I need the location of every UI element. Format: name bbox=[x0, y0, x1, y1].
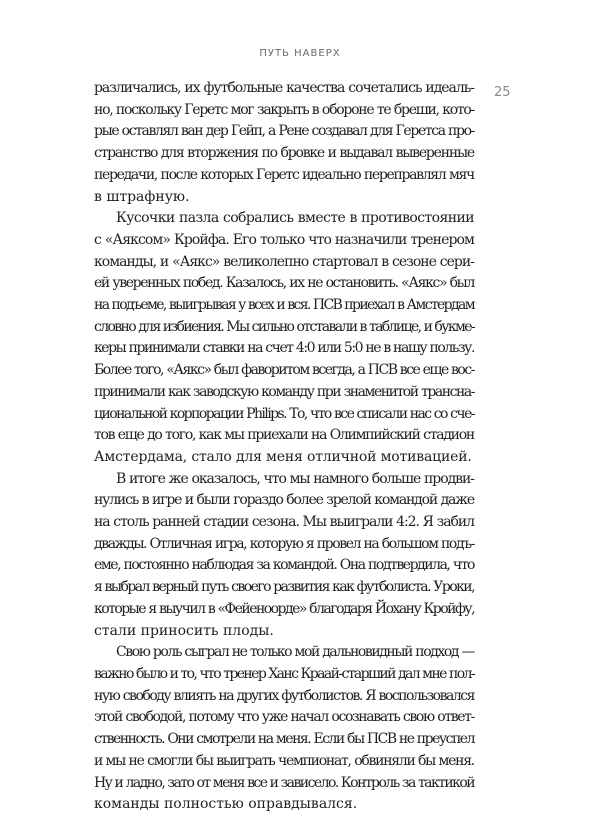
paragraph-1 bbox=[94, 78, 474, 208]
text-line: еме, постоянно наблюдая за командой. Она подтвердила, что bbox=[94, 557, 474, 574]
text-line: этой свободой, потому что уже начал осознавать свою ответ- bbox=[94, 709, 474, 726]
text-line: В итоге же оказалось, что мы намного больше продви- bbox=[116, 470, 474, 487]
text-line: передачи, после которых Геретс идеально переправлял мяч bbox=[94, 166, 474, 183]
text-line: на подъеме, выигрывая у всех и вся. ПСВ приехал в Амстердам bbox=[94, 297, 474, 314]
text-line: ную свободу влиять на других футболистов. Я воспользовался bbox=[94, 687, 474, 704]
text-line: которые я выучил в «Фейеноорде» благодаря Йохану Кройфу, bbox=[94, 600, 474, 617]
text-line: Амстердама, стало для меня отличной мотивацией. bbox=[94, 448, 472, 465]
text-line: Свою роль сыграл не только мой дальновидный подход — bbox=[116, 644, 474, 661]
text-line: нулись в игре и были гораздо более зрелой командой даже bbox=[94, 492, 474, 509]
body-text bbox=[94, 78, 474, 816]
text-line: команды, и «Аякс» великолепно стартовал в сезоне сери- bbox=[94, 253, 474, 270]
text-line: циональной корпорации Philips. То, что все списали нас со сче- bbox=[94, 405, 474, 422]
text-line: важно было и то, что тренер Ханс Краай-старший дал мне пол- bbox=[94, 665, 474, 682]
text-line: в штрафную. bbox=[94, 188, 190, 205]
text-line: я выбрал верный путь своего развития как футболиста. Уроки, bbox=[94, 579, 474, 596]
running-head: ПУТЬ НАВЕРХ bbox=[259, 48, 341, 59]
text-line: рые оставлял ван дер Гейп, а Рене создавал для Геретса про- bbox=[94, 123, 474, 140]
text-line: команды полностью оправдывался. bbox=[94, 796, 358, 813]
text-line: Более того, «Аякс» был фаворитом всегда, а ПСВ все еще вос- bbox=[94, 362, 474, 379]
text-line: различались, их футбольные качества сочетались идеаль- bbox=[94, 80, 474, 96]
text-line: тов еще до того, как мы приехали на Олимпийский стадион bbox=[94, 427, 474, 444]
paragraph-2 bbox=[94, 208, 474, 468]
text-line: дважды. Отличная игра, которую я провел на большом подъ- bbox=[94, 535, 474, 552]
text-line: стали приносить плоды. bbox=[94, 622, 274, 639]
text-line: ственность. Они смотрели на меня. Если бы ПСВ не преуспел bbox=[94, 731, 474, 748]
text-line: и мы не смогли бы выиграть чемпионат, обвиняли бы меня. bbox=[94, 752, 474, 769]
text-line: на столь ранней стадии сезона. Мы выиграли 4:2. Я забил bbox=[94, 514, 474, 531]
text-line: ей уверенных побед. Казалось, их не остановить. «Аякс» был bbox=[94, 275, 474, 292]
text-line: странство для вторжения по бровке и выдавал выверенные bbox=[94, 145, 474, 162]
text-line: керы принимали ставки на счет 4:0 или 5:0 не в нашу пользу. bbox=[94, 340, 474, 357]
text-line: Ну и ладно, зато от меня все и зависело. Контроль за тактикой bbox=[94, 774, 474, 791]
paragraph-3 bbox=[94, 469, 474, 643]
text-line: но, поскольку Геретс мог закрыть в обороне те бреши, кото- bbox=[94, 101, 474, 118]
text-line: Кусочки пазла собрались вместе в противостоянии bbox=[116, 210, 474, 227]
text-line: словно для избиения. Мы сильно отставали в таблице, и букме- bbox=[94, 318, 474, 335]
page-number: 25 bbox=[494, 85, 511, 100]
text-line: с «Аяксом» Кройфа. Его только что назначили тренером bbox=[94, 231, 474, 248]
text-line: принимали как заводскую команду при знаменитой трансна- bbox=[94, 383, 474, 400]
paragraph-4 bbox=[94, 642, 474, 816]
